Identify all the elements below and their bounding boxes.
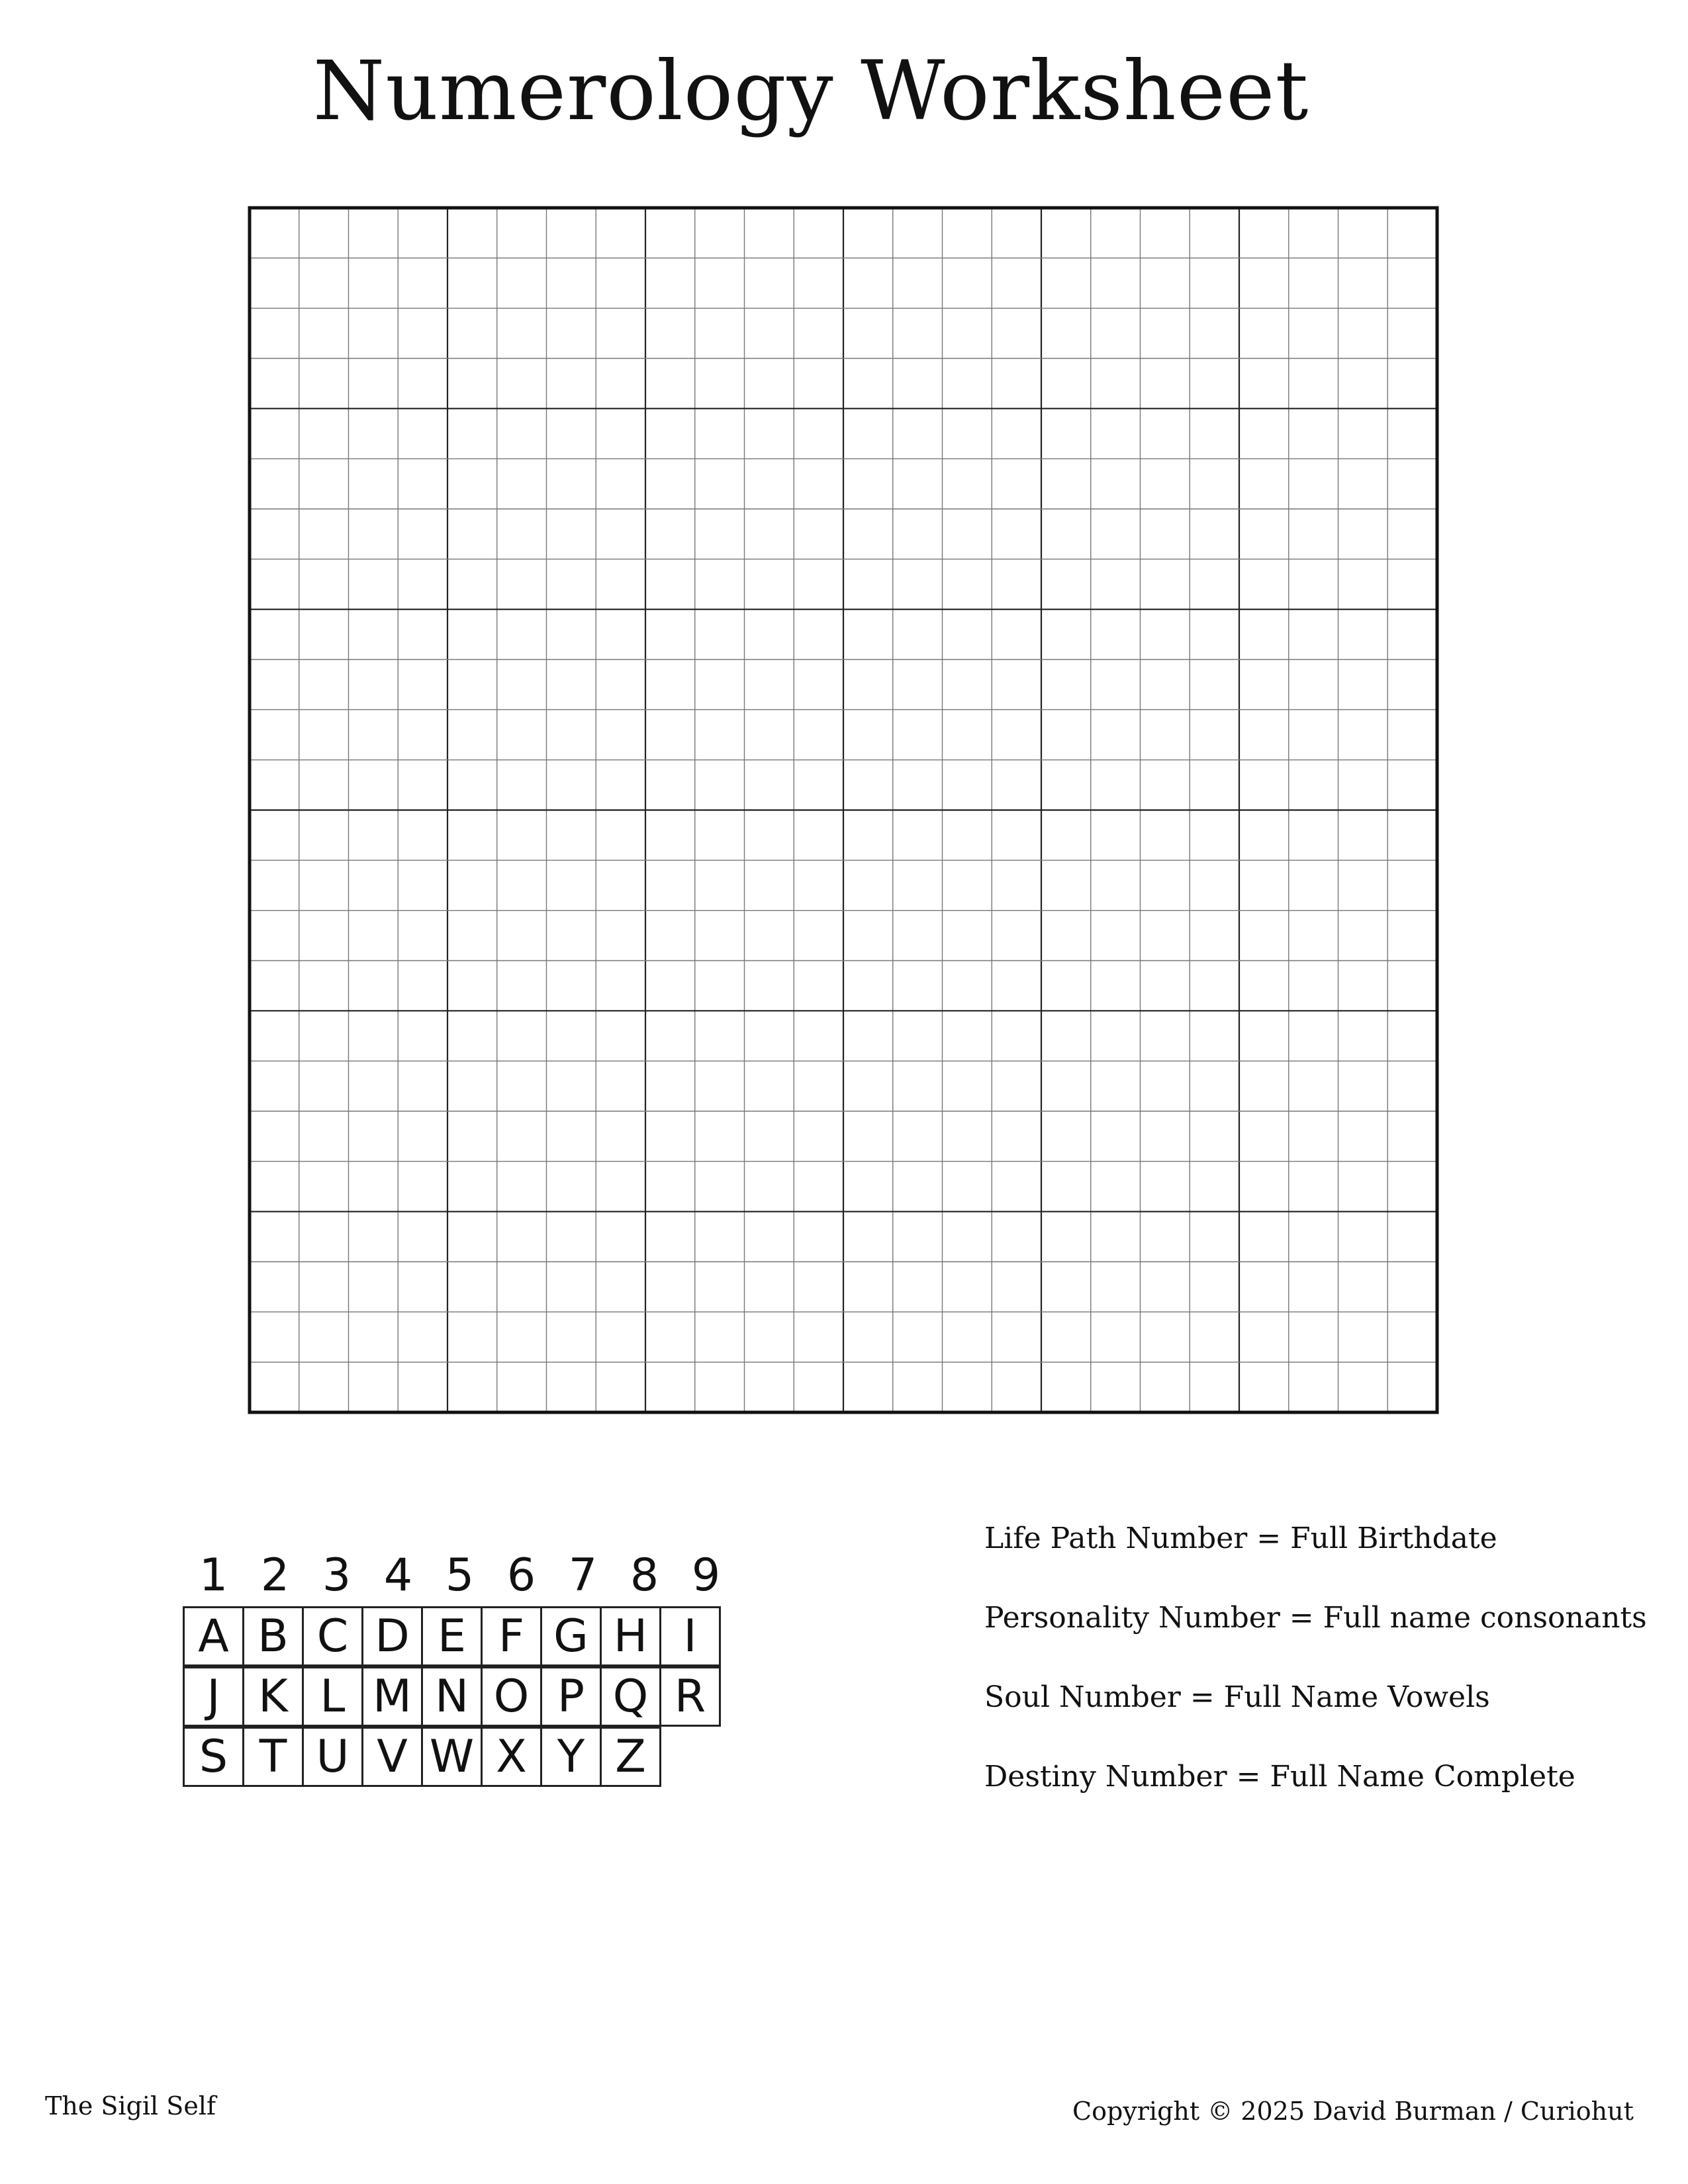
key-letter-cell: K bbox=[242, 1666, 304, 1727]
key-letter-cell: U bbox=[302, 1727, 363, 1787]
key-letter-cell: I bbox=[659, 1606, 721, 1666]
key-letter-cell: D bbox=[361, 1606, 423, 1666]
key-number: 7 bbox=[568, 1549, 598, 1602]
key-number-header bbox=[183, 1545, 737, 1606]
key-letter-cell: X bbox=[481, 1727, 542, 1787]
key-letter-cell: J bbox=[183, 1666, 244, 1727]
letter-number-key bbox=[183, 1545, 737, 1787]
formula-list bbox=[984, 1516, 1673, 1833]
key-number: 8 bbox=[630, 1549, 659, 1602]
footer-brand: The Sigil Self bbox=[45, 2091, 216, 2120]
key-number: 2 bbox=[260, 1549, 290, 1602]
key-row bbox=[183, 1727, 737, 1787]
footer-copyright: Copyright © 2025 David Burman / Curiohut bbox=[1072, 2097, 1634, 2126]
key-number: 4 bbox=[383, 1549, 413, 1602]
grid-svg bbox=[248, 206, 1439, 1414]
key-letter-cell: M bbox=[361, 1666, 423, 1727]
key-number: 5 bbox=[445, 1549, 475, 1602]
key-letter-cell: F bbox=[481, 1606, 542, 1666]
key-number: 9 bbox=[691, 1549, 721, 1602]
key-letter-cell: T bbox=[242, 1727, 304, 1787]
key-letter-rows bbox=[183, 1606, 737, 1787]
key-number: 3 bbox=[322, 1549, 352, 1602]
key-letter-cell: A bbox=[183, 1606, 244, 1666]
key-letter-cell: S bbox=[183, 1727, 244, 1787]
key-letter-cell: V bbox=[361, 1727, 423, 1787]
key-letter-cell: O bbox=[481, 1666, 542, 1727]
formula-line: Soul Number = Full Name Vowels bbox=[984, 1680, 1490, 1714]
page-title: Numerology Worksheet bbox=[312, 44, 1309, 139]
key-letter-cell: H bbox=[600, 1606, 661, 1666]
key-letter-cell: G bbox=[540, 1606, 602, 1666]
key-letter-cell: P bbox=[540, 1666, 602, 1727]
key-letter-cell: Y bbox=[540, 1727, 602, 1787]
key-number: 6 bbox=[506, 1549, 536, 1602]
key-letter-cell: R bbox=[659, 1666, 721, 1727]
key-number: 1 bbox=[199, 1549, 228, 1602]
key-row bbox=[183, 1606, 737, 1666]
key-letter-cell: C bbox=[302, 1606, 363, 1666]
key-letter-cell: E bbox=[421, 1606, 483, 1666]
key-letter-cell: N bbox=[421, 1666, 483, 1727]
worksheet-grid bbox=[248, 206, 1439, 1414]
key-letter-cell: L bbox=[302, 1666, 363, 1727]
key-letter-cell: Q bbox=[600, 1666, 661, 1727]
key-letter-cell: Z bbox=[600, 1727, 661, 1787]
key-letter-cell: W bbox=[421, 1727, 483, 1787]
key-letter-cell: B bbox=[242, 1606, 304, 1666]
key-row bbox=[183, 1666, 737, 1727]
formula-line: Personality Number = Full name consonants bbox=[984, 1601, 1647, 1635]
formula-line: Destiny Number = Full Name Complete bbox=[984, 1760, 1575, 1794]
formula-line: Life Path Number = Full Birthdate bbox=[984, 1522, 1497, 1555]
